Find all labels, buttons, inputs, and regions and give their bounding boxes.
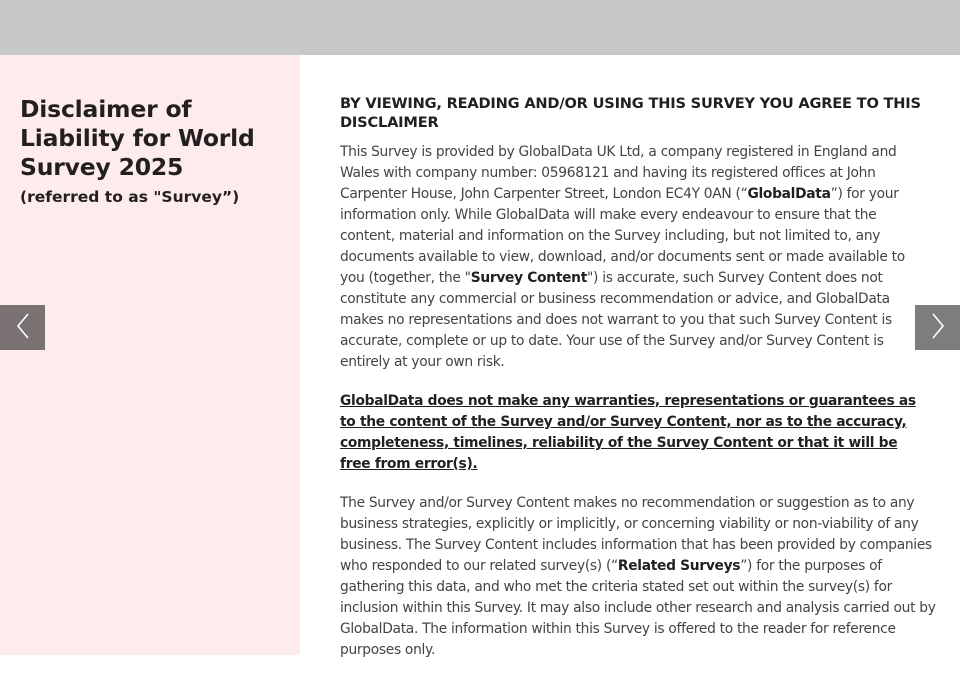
disclaimer-body [340, 94, 936, 679]
sidebar-panel [0, 55, 300, 655]
page-subtitle: (referred to as "Survey”) [20, 188, 240, 206]
top-bar [0, 0, 960, 55]
term-survey-content: Survey Content [470, 270, 587, 286]
disclaimer-content-panel [300, 55, 960, 658]
disclaimer-paragraph-recommendation: The Survey and/or Survey Content makes no recommendation or suggestion as to any business strategies, explicitly or implicitly, or concerning viability or non-viability of any business. The Survey Content includes information that has been provided by companies who responded to our related survey(s) (“Related Surveys”) for the purposes of gathering this data, and who met the criteria stated set out within the survey(s) for inclusion within this Survey. It may also include other research and analysis carried out by GlobalData. The information within this Survey is offered to the reader for reference purposes only. [340, 495, 936, 658]
next-page-button[interactable] [915, 305, 960, 350]
term-related-surveys: Related Surveys [617, 558, 741, 574]
chevron-right-icon [931, 313, 945, 343]
term-globaldata: GlobalData [747, 186, 831, 202]
page-title: Disclaimer of Liability for World Survey 2025 [20, 95, 255, 181]
previous-page-button[interactable] [0, 305, 45, 350]
chevron-left-icon [16, 313, 30, 343]
disclaimer-heading: BY VIEWING, READING AND/OR USING THIS SURVEY YOU AGREE TO THIS DISCLAIMER [340, 95, 921, 131]
disclaimer-paragraph-provider: This Survey is provided by GlobalData UK Ltd, a company registered in England and Wales with company number: 05968121 and having its registered offices at John Carpenter House, John Carpenter Street, London EC4Y 0AN (“GlobalData”) for your information only. While GlobalData will make every endeavour to ensure that the content, material and information on the Survey including, but not limited to, any documents available to view, download, and/or documents sent or made available to you (together, the "Survey Content") is accurate, such Survey Content does not constitute any commercial or business recommendation or advice, and GlobalData makes no representations and does not warrant to you that such Survey Content is accurate, complete or up to date. Your use of the Survey and/or Survey Content is entirely at your own risk. [340, 144, 905, 370]
disclaimer-paragraph-warranty: GlobalData does not make any warranties, representations or guarantees as to the content of the Survey and/or Survey Content, nor as to the accuracy, completeness, timelines, reliability of the Survey Content or that it will be free from error(s). [340, 393, 916, 472]
